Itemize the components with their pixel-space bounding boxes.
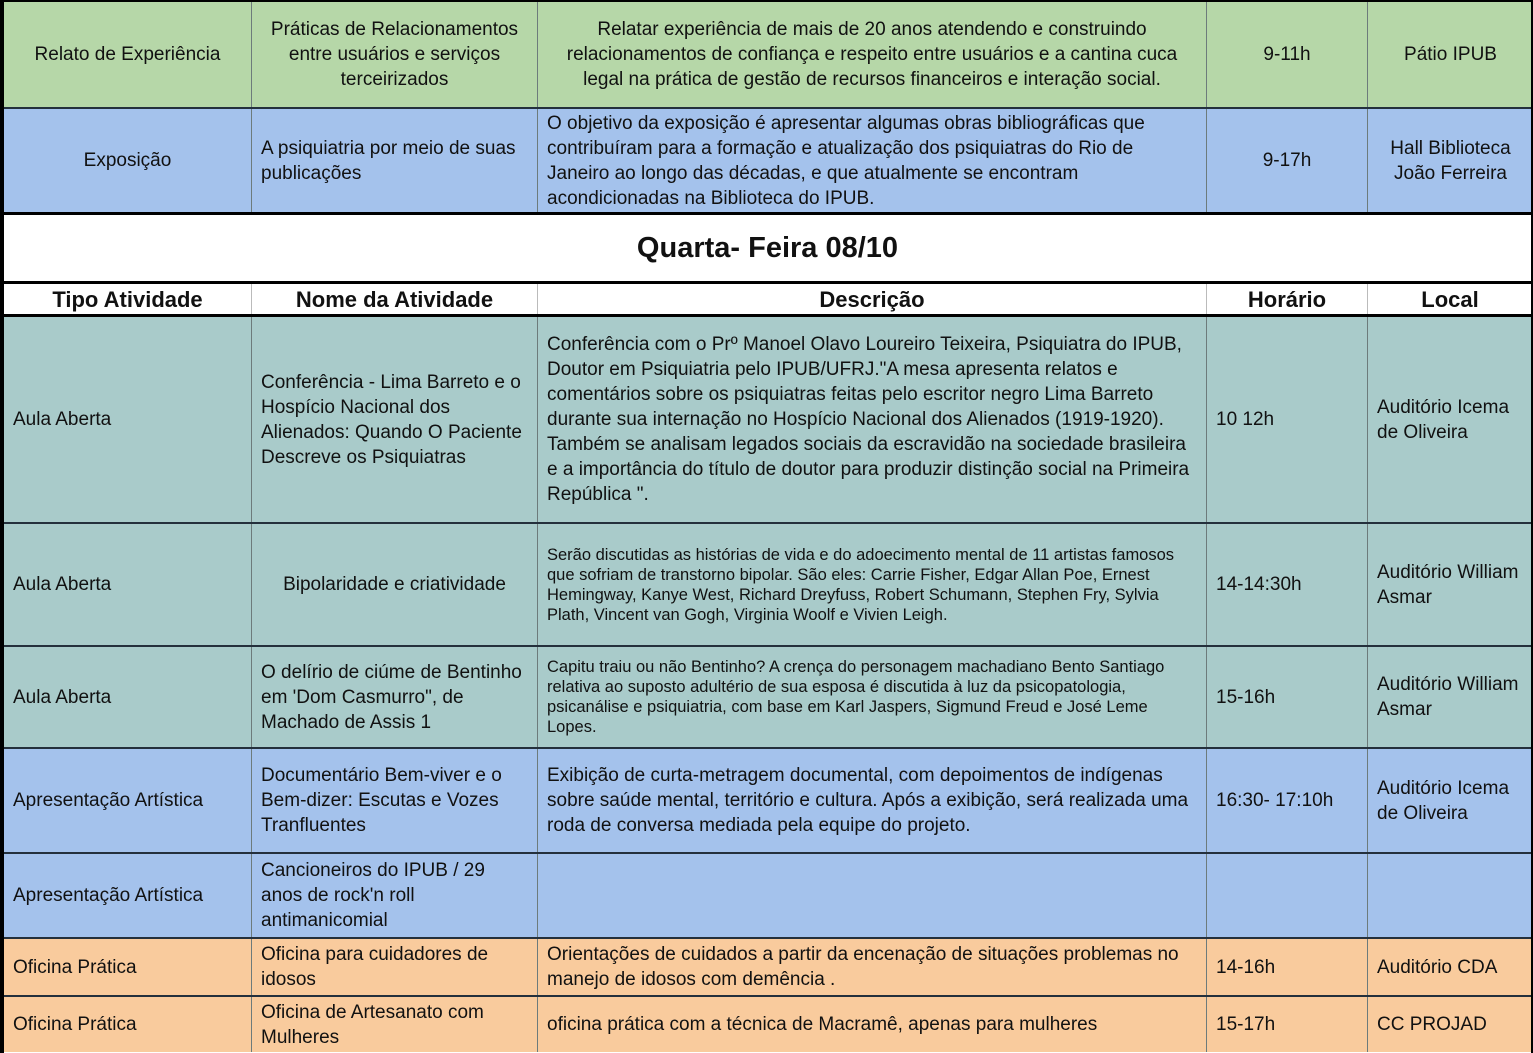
table-row bbox=[4, 109, 1531, 215]
cell-activity-name: Bipolaridade e criatividade bbox=[252, 524, 538, 645]
header-local: Local bbox=[1368, 284, 1533, 314]
cell-description: O objetivo da exposição é apresentar algumas obras bibliográficas que contribuíram para a formação e atualização dos psiquiatras do Rio de Janeiro ao longo das décadas, e que atualmente se encontram acondicionadas na Biblioteca do IPUB. bbox=[538, 109, 1207, 212]
cell-location: Auditório Icema de Oliveira bbox=[1368, 317, 1533, 522]
cell-activity-type: Aula Aberta bbox=[4, 317, 252, 522]
cell-description: Relatar experiência de mais de 20 anos atendendo e construindo relacionamentos de confiança e respeito entre usuários e a cantina cuca legal na prática de gestão de recursos financeiros e interação social. bbox=[538, 2, 1207, 107]
column-header-row bbox=[4, 284, 1531, 317]
cell-location: Auditório William Asmar bbox=[1368, 524, 1533, 645]
cell-location: Hall Biblioteca João Ferreira bbox=[1368, 109, 1533, 212]
cell-activity-name: Oficina de Artesanato com Mulheres bbox=[252, 997, 538, 1052]
cell-activity-name: Oficina para cuidadores de idosos bbox=[252, 939, 538, 995]
cell-activity-name: A psiquiatria por meio de suas publicações bbox=[252, 109, 538, 212]
cell-activity-type: Oficina Prática bbox=[4, 997, 252, 1052]
cell-activity-name: Práticas de Relacionamentos entre usuários e serviços terceirizados bbox=[252, 2, 538, 107]
cell-time: 9-11h bbox=[1207, 2, 1368, 107]
cell-activity-name: Cancioneiros do IPUB / 29 anos de rock'n roll antimanicomial bbox=[252, 854, 538, 937]
table-row bbox=[4, 2, 1531, 109]
table-row bbox=[4, 647, 1531, 749]
cell-activity-name: Conferência - Lima Barreto e o Hospício Nacional dos Alienados: Quando O Paciente Descreve os Psiquiatras bbox=[252, 317, 538, 522]
table-row bbox=[4, 939, 1531, 997]
cell-time: 9-17h bbox=[1207, 109, 1368, 212]
cell-description: Conferência com o Prº Manoel Olavo Loureiro Teixeira, Psiquiatra do IPUB, Doutor em Psiquiatria pelo IPUB/UFRJ."A mesa apresenta relatos e comentários sobre os psiquiatras feitas pelo escritor negro Lima Barreto durante sua internação no Hospício Nacional dos Alienados (1919-1920). Também se analisam legados sociais da escravidão na sociedade brasileira e a importância do título de doutor para produzir distinção social na Primeira República ". bbox=[538, 317, 1207, 522]
table-row bbox=[4, 524, 1531, 647]
cell-activity-type: Aula Aberta bbox=[4, 647, 252, 747]
table-row bbox=[4, 854, 1531, 939]
cell-location: Auditório William Asmar bbox=[1368, 647, 1533, 747]
header-nome-da-atividade: Nome da Atividade bbox=[252, 284, 538, 314]
day-title: Quarta- Feira 08/10 bbox=[636, 231, 899, 264]
cell-time: 14-16h bbox=[1207, 939, 1368, 995]
table-row bbox=[4, 317, 1531, 524]
cell-activity-type: Exposição bbox=[4, 109, 252, 212]
day-title-row bbox=[4, 215, 1531, 284]
cell-description: oficina prática com a técnica de Macramê, apenas para mulheres bbox=[538, 997, 1207, 1052]
cell-time: 14-14:30h bbox=[1207, 524, 1368, 645]
cell-location: Auditório Icema de Oliveira bbox=[1368, 749, 1533, 852]
cell-activity-type: Relato de Experiência bbox=[4, 2, 252, 107]
header-horario: Horário bbox=[1207, 284, 1368, 314]
cell-time bbox=[1207, 854, 1368, 937]
cell-description: Exibição de curta-metragem documental, com depoimentos de indígenas sobre saúde mental, território e cultura. Após a exibição, será realizada uma roda de conversa mediada pela equipe do projeto. bbox=[538, 749, 1207, 852]
header-tipo-atividade: Tipo Atividade bbox=[4, 284, 252, 314]
cell-description: Orientações de cuidados a partir da encenação de situações problemas no manejo de idosos com demência . bbox=[538, 939, 1207, 995]
cell-location: Pátio IPUB bbox=[1368, 2, 1533, 107]
header-descricao: Descrição bbox=[538, 284, 1207, 314]
cell-location: Auditório CDA bbox=[1368, 939, 1533, 995]
cell-time: 10 12h bbox=[1207, 317, 1368, 522]
cell-description bbox=[538, 854, 1207, 937]
cell-time: 15-16h bbox=[1207, 647, 1368, 747]
cell-activity-type: Aula Aberta bbox=[4, 524, 252, 645]
table-row bbox=[4, 749, 1531, 854]
cell-activity-name: Documentário Bem-viver e o Bem-dizer: Escutas e Vozes Tranfluentes bbox=[252, 749, 538, 852]
cell-location bbox=[1368, 854, 1533, 937]
cell-location: CC PROJAD bbox=[1368, 997, 1533, 1052]
cell-activity-type: Oficina Prática bbox=[4, 939, 252, 995]
cell-time: 15-17h bbox=[1207, 997, 1368, 1052]
cell-description: Capitu traiu ou não Bentinho? A crença do personagem machadiano Bento Santiago relativa ao suposto adultério de sua esposa é discutida à luz da psicopatologia, psicanálise e psiquiatria, com base em Karl Jaspers, Sigmund Freud e José Leme Lopes. bbox=[538, 647, 1207, 747]
cell-activity-type: Apresentação Artística bbox=[4, 854, 252, 937]
cell-time: 16:30- 17:10h bbox=[1207, 749, 1368, 852]
table-row bbox=[4, 997, 1531, 1052]
cell-activity-name: O delírio de ciúme de Bentinho em 'Dom Casmurro", de Machado de Assis 1 bbox=[252, 647, 538, 747]
cell-activity-type: Apresentação Artística bbox=[4, 749, 252, 852]
cell-description: Serão discutidas as histórias de vida e do adoecimento mental de 11 artistas famosos que sofriam de transtorno bipolar. São eles: Carrie Fisher, Edgar Allan Poe, Ernest Hemingway, Kanye West, Richard Dreyfuss, Robert Schumann, Stephen Fry, Sylvia Plath, Vincent van Gogh, Virginia Woolf e Vivien Leigh. bbox=[538, 524, 1207, 645]
